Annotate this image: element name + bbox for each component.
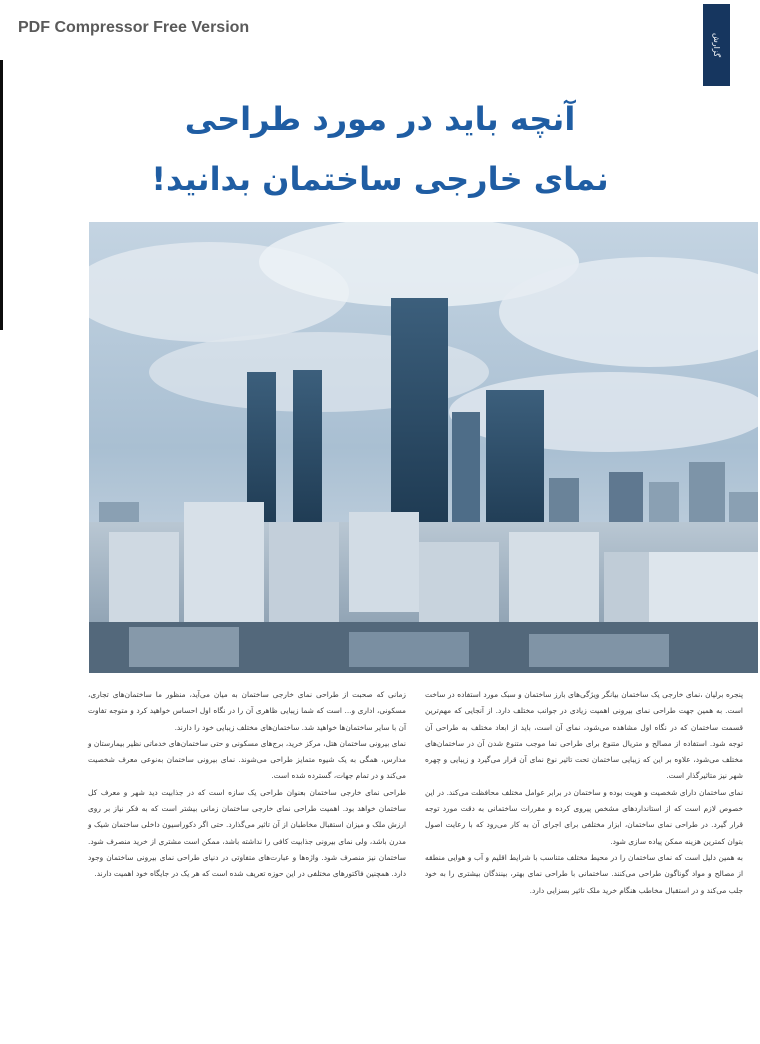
margin-rule bbox=[0, 60, 3, 330]
body-paragraph: زمانی که صحبت از طراحی نمای خارجی ساختمان به میان می‌آید، منظور ما ساختمان‌های تجاری، مسکونی، اداری و... است که شما زیبایی ظاهری آن را در نگاه اول احساس خواهید کرد و متوجه تفاوت آن با سایر ساختمان‌ها خواهید شد. ساختمان‌های مختلف زیبایی خود را دارند. bbox=[88, 690, 406, 732]
body-column-left bbox=[88, 687, 406, 883]
body-paragraph: نمای بیرونی ساختمان هتل، مرکز خرید، برج‌های مسکونی و حتی ساختمان‌های خدماتی نظیر بیمارستان و مدارس، همگی به یک شیوه متمایز طراحی می‌شوند. نمای بیرونی ساختمان به‌نوعی معرف شخصیت می‌کند و در تمام جهات، گسترده شده است. bbox=[88, 738, 406, 781]
body-paragraph: پنجره برلیان ،نمای خارجی یک ساختمان بیانگر ویژگی‌های بارز ساختمان و سبک مورد استفاده در ساخت است. به همین جهت طراحی نمای بیرونی اهمیت زیادی در جوانب مختلف دارد. از آنجایی که مهم‌ترین قسمت ساختمان که در نگاه اول مشاهده می‌شود، نمای آن است، باید از ابعاد مختلف به طراحی آن توجه شود. استفاده از مصالح و متریال متنوع برای طراحی نما موجب متنوع شدن آن در ساختمان‌های مختلف می‌شود، علاوه بر این که زیبایی ساختمان تحت تاثیر نوع نمای آن قرار می‌گیرد و زیبایی و چهره شهر نیز متاثیرگذار است. bbox=[425, 690, 743, 781]
city-skyline-photo bbox=[89, 222, 758, 673]
article-title-line-2: نمای خارجی ساختمان بدانید! bbox=[151, 160, 609, 198]
body-paragraph: نمای ساختمان دارای شخصیت و هویت بوده و ساختمان در برابر عوامل مختلف محافظت می‌کند. در این خصوص لازم است که از استانداردهای مشخص پیروی کرده و مقررات ساختمانی به دقت مورد توجه قرار گیرد. در طراحی نمای ساختمان، ابزار مختلفی برای اجرای آن به کار می‌رود که با رعایت اصول بتوان کمترین هزینه ممکن پیاده سازی شود. bbox=[425, 787, 743, 846]
section-tab-label: گزارش bbox=[712, 32, 721, 58]
article-title-line-1: آنچه باید در مورد طراحی bbox=[184, 100, 576, 138]
section-tab bbox=[703, 4, 730, 86]
pdf-watermark: PDF Compressor Free Version bbox=[18, 19, 250, 36]
body-paragraph: به همین دلیل است که نمای ساختمان را در محیط مختلف متناسب با شرایط اقلیم و آب و هوایی منطقه از مصالح و مواد گوناگون طراحی می‌کنند. ساختمانی با طراحی نمای بهتر، بینندگان بیشتری را به خود جلب می‌کند و در استقبال مخاطب هنگام خرید ملک تاثیر بسزایی دارد. bbox=[425, 852, 743, 895]
body-paragraph: طراحی نمای خارجی ساختمان بعنوان طراحی یک سازه است که در جذابیت دید شهر و معرف کل ساختمان خواهد بود. اهمیت طراحی نمای خارجی ساختمان زمانی بیشتر است که به فکر نیاز بر روی ارزش ملک و میزان استقبال مخاطبان از آن تاثیر می‌گذارد. حتی اگر دکوراسیون داخلی ساختمان شیک و مدرن باشد، ولی نمای بیرونی جذابیت کافی را نداشته باشد، ممکن است مشتری از خرید منصرف شود. ساختمان نیز منصرف شود. واژه‌ها و عبارت‌های متفاوتی در دنیای طراحی نمای بیرونی ساختمان وجود دارد. همچنین فاکتورهای مختلفی در این حوزه تعریف شده است که هر یک در جایگاه خود اهمیت دارند. bbox=[88, 787, 406, 879]
body-column-right bbox=[425, 687, 743, 899]
